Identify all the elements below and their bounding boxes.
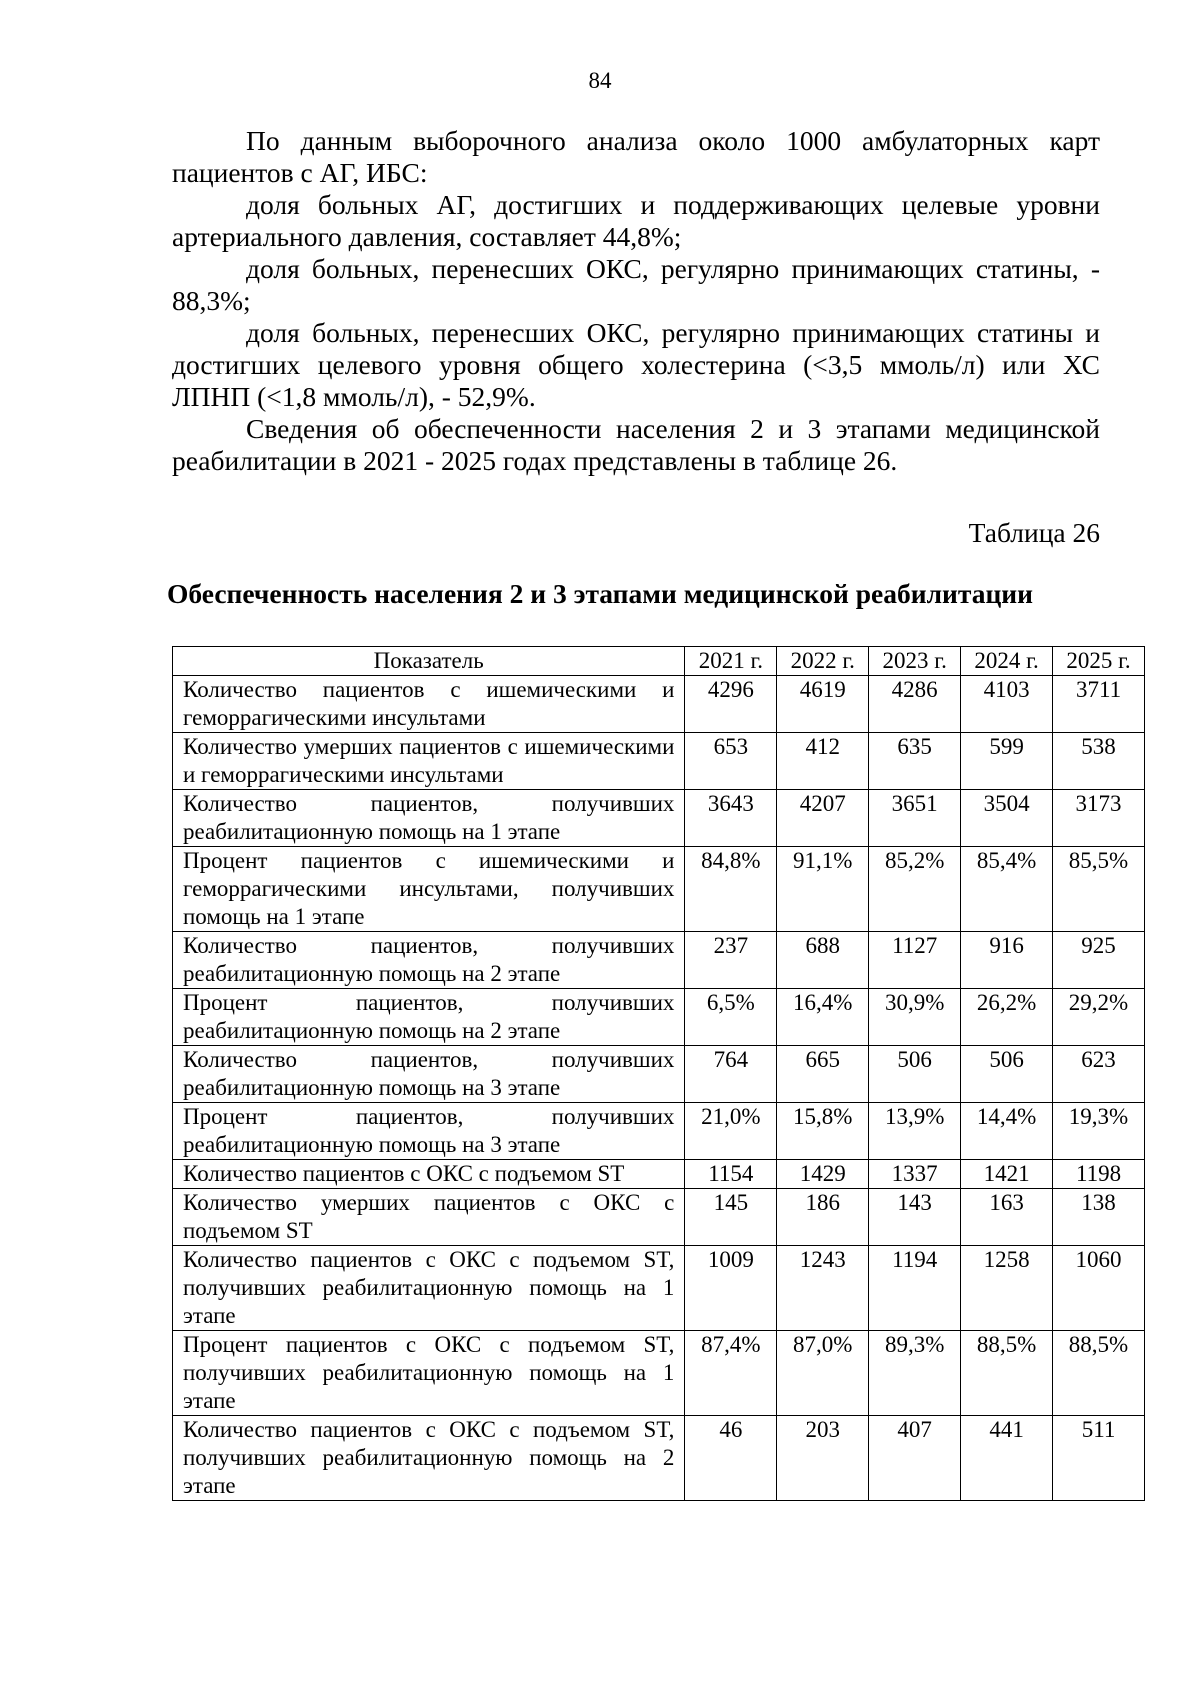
row-value: 1337 — [869, 1160, 961, 1189]
row-label: Количество пациентов с ОКС с подъемом ST, получивших реабилитационную помощь на 2 этапе — [173, 1416, 685, 1501]
row-value: 4296 — [685, 676, 777, 733]
header-year: 2024 г. — [961, 647, 1053, 676]
paragraph-rehab-intro: Сведения об обеспеченности населения 2 и 3 этапами медицинской реабилитации в 2021 - 2025 годах представлены в таблице 26. — [172, 413, 1100, 476]
row-value: 506 — [869, 1046, 961, 1103]
row-value: 1243 — [777, 1246, 869, 1331]
row-label: Количество пациентов, получивших реабилитационную помощь на 1 этапе — [173, 790, 685, 847]
row-label: Количество умерших пациентов с ОКС с подъемом ST — [173, 1189, 685, 1246]
row-value: 145 — [685, 1189, 777, 1246]
header-year: 2021 г. — [685, 647, 777, 676]
table-row — [173, 847, 1145, 932]
rehab-table — [172, 646, 1145, 1501]
row-value: 4286 — [869, 676, 961, 733]
row-value: 13,9% — [869, 1103, 961, 1160]
row-label: Процент пациентов с ишемическими и геморрагическими инсультами, получивших помощь на 1 этапе — [173, 847, 685, 932]
row-value: 3651 — [869, 790, 961, 847]
page-number: 84 — [588, 68, 612, 93]
row-value: 21,0% — [685, 1103, 777, 1160]
table-body — [173, 676, 1145, 1501]
row-value: 237 — [685, 932, 777, 989]
row-value: 1060 — [1053, 1246, 1145, 1331]
table-row — [173, 1331, 1145, 1416]
row-value: 138 — [1053, 1189, 1145, 1246]
table-row — [173, 1189, 1145, 1246]
row-label: Количество пациентов с ОКС с подъемом ST, получивших реабилитационную помощь на 1 этапе — [173, 1246, 685, 1331]
body-text — [172, 125, 1100, 477]
row-value: 1258 — [961, 1246, 1053, 1331]
row-value: 407 — [869, 1416, 961, 1501]
row-value: 1009 — [685, 1246, 777, 1331]
row-value: 1429 — [777, 1160, 869, 1189]
row-value: 85,2% — [869, 847, 961, 932]
row-value: 653 — [685, 733, 777, 790]
row-value: 14,4% — [961, 1103, 1053, 1160]
table-row — [173, 1160, 1145, 1189]
row-label: Процент пациентов, получивших реабилитационную помощь на 2 этапе — [173, 989, 685, 1046]
row-label: Процент пациентов с ОКС с подъемом ST, получивших реабилитационную помощь на 1 этапе — [173, 1331, 685, 1416]
table-row — [173, 1246, 1145, 1331]
row-label: Количество пациентов с ОКС с подъемом ST — [173, 1160, 685, 1189]
header-indicator: Показатель — [173, 647, 685, 676]
row-value: 30,9% — [869, 989, 961, 1046]
row-value: 85,5% — [1053, 847, 1145, 932]
row-value: 3643 — [685, 790, 777, 847]
row-value: 163 — [961, 1189, 1053, 1246]
row-label: Количество пациентов с ишемическими и геморрагическими инсультами — [173, 676, 685, 733]
row-value: 665 — [777, 1046, 869, 1103]
row-value: 88,5% — [1053, 1331, 1145, 1416]
row-value: 91,1% — [777, 847, 869, 932]
row-value: 1127 — [869, 932, 961, 989]
header-year: 2023 г. — [869, 647, 961, 676]
row-value: 1194 — [869, 1246, 961, 1331]
row-value: 916 — [961, 932, 1053, 989]
row-value: 688 — [777, 932, 869, 989]
table-row — [173, 676, 1145, 733]
row-value: 441 — [961, 1416, 1053, 1501]
row-value: 3173 — [1053, 790, 1145, 847]
header-year: 2025 г. — [1053, 647, 1145, 676]
row-value: 4619 — [777, 676, 869, 733]
row-value: 599 — [961, 733, 1053, 790]
row-value: 6,5% — [685, 989, 777, 1046]
table-row — [173, 733, 1145, 790]
row-value: 4207 — [777, 790, 869, 847]
row-value: 506 — [961, 1046, 1053, 1103]
header-year: 2022 г. — [777, 647, 869, 676]
row-value: 143 — [869, 1189, 961, 1246]
row-label: Процент пациентов, получивших реабилитационную помощь на 3 этапе — [173, 1103, 685, 1160]
row-value: 16,4% — [777, 989, 869, 1046]
row-value: 203 — [777, 1416, 869, 1501]
paragraph-cholesterol-target: доля больных, перенесших ОКС, регулярно принимающих статины и достигших целевого уровня общего холестерина (<3,5 ммоль/л) или ХС ЛПНП (<1,8 ммоль/л), - 52,9%. — [172, 317, 1100, 412]
row-label: Количество пациентов, получивших реабилитационную помощь на 3 этапе — [173, 1046, 685, 1103]
row-value: 635 — [869, 733, 961, 790]
paragraph-sample-analysis: По данным выборочного анализа около 1000 амбулаторных карт пациентов с АГ, ИБС: — [172, 125, 1100, 188]
row-value: 46 — [685, 1416, 777, 1501]
row-value: 1154 — [685, 1160, 777, 1189]
table-row — [173, 932, 1145, 989]
row-label: Количество пациентов, получивших реабилитационную помощь на 2 этапе — [173, 932, 685, 989]
table-row — [173, 1416, 1145, 1501]
row-value: 15,8% — [777, 1103, 869, 1160]
table-title: Обеспеченность населения 2 и 3 этапами медицинской реабилитации — [167, 578, 1033, 609]
row-value: 19,3% — [1053, 1103, 1145, 1160]
row-value: 538 — [1053, 733, 1145, 790]
row-value: 764 — [685, 1046, 777, 1103]
row-value: 3504 — [961, 790, 1053, 847]
row-value: 511 — [1053, 1416, 1145, 1501]
row-value: 89,3% — [869, 1331, 961, 1416]
table-row — [173, 1103, 1145, 1160]
row-value: 87,4% — [685, 1331, 777, 1416]
row-value: 412 — [777, 733, 869, 790]
row-value: 3711 — [1053, 676, 1145, 733]
row-value: 88,5% — [961, 1331, 1053, 1416]
table-row — [173, 790, 1145, 847]
paragraph-bp-target: доля больных АГ, достигших и поддерживающих целевые уровни артериального давления, составляет 44,8%; — [172, 189, 1100, 252]
row-label: Количество умерших пациентов с ишемическими и геморрагическими инсультами — [173, 733, 685, 790]
row-value: 1421 — [961, 1160, 1053, 1189]
row-value: 26,2% — [961, 989, 1053, 1046]
row-value: 29,2% — [1053, 989, 1145, 1046]
row-value: 84,8% — [685, 847, 777, 932]
row-value: 85,4% — [961, 847, 1053, 932]
paragraph-statins: доля больных, перенесших ОКС, регулярно принимающих статины, - 88,3%; — [172, 253, 1100, 316]
table-row — [173, 1046, 1145, 1103]
row-value: 925 — [1053, 932, 1145, 989]
table-caption: Таблица 26 — [968, 517, 1100, 548]
row-value: 87,0% — [777, 1331, 869, 1416]
row-value: 4103 — [961, 676, 1053, 733]
table-header-row — [173, 647, 1145, 676]
table-row — [173, 989, 1145, 1046]
row-value: 1198 — [1053, 1160, 1145, 1189]
row-value: 623 — [1053, 1046, 1145, 1103]
row-value: 186 — [777, 1189, 869, 1246]
